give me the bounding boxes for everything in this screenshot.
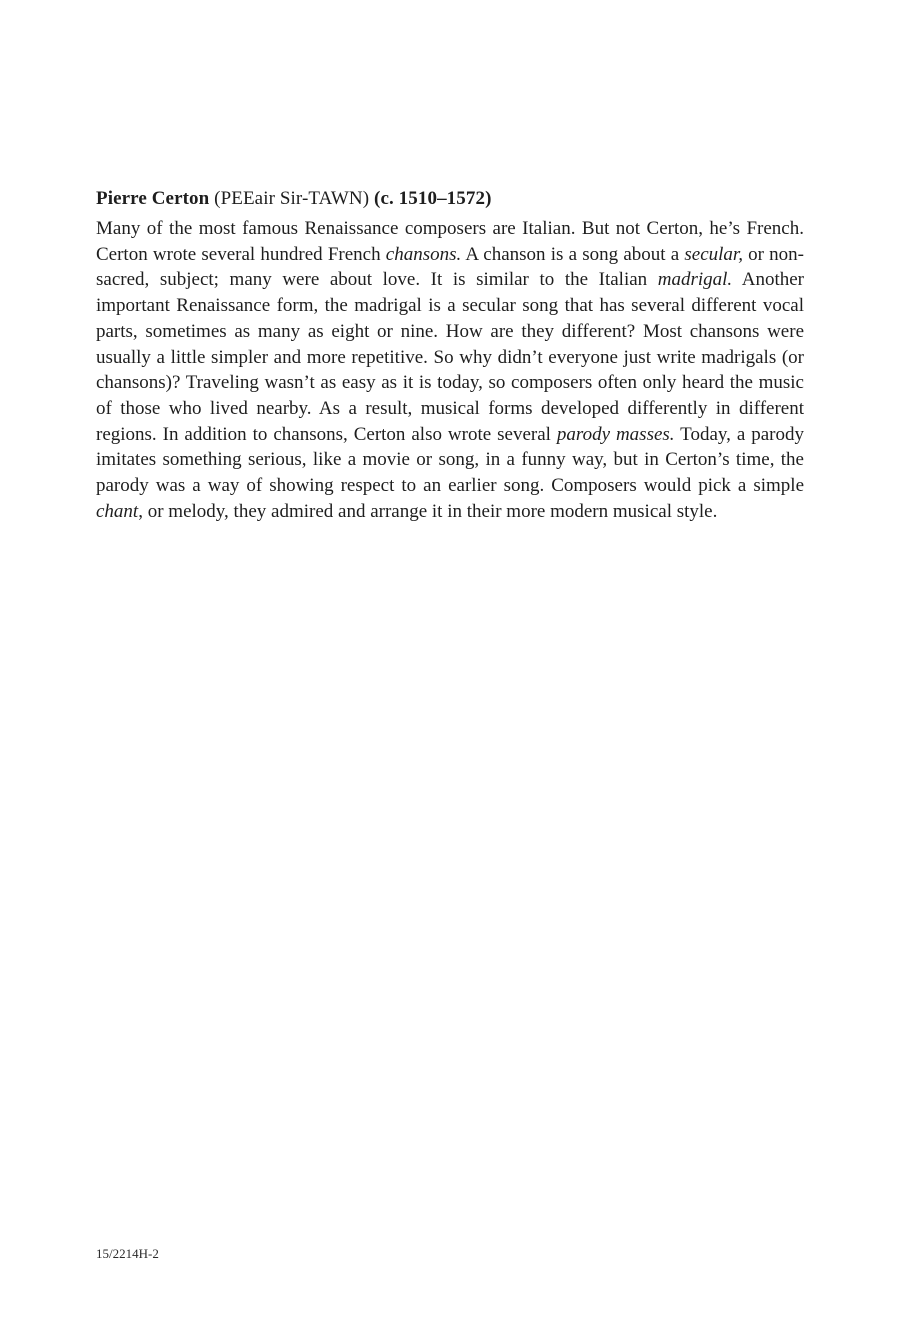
entry-body-paragraph [96, 216, 804, 524]
entry-heading [96, 186, 804, 212]
catalog-number: 15/2214H-2 [96, 1246, 159, 1261]
term-secular: secular, [684, 243, 743, 265]
body-text: Another important Renaissance form, the madrigal is a secular song that has several different vocal parts, sometimes as many as eight or nine. How are they different? Most chansons were usually a little simpler and more repetitive. So why didn’t everyone just write madrigals (or chansons)? Traveling wasn’t as easy as it is today, so composers often only heard the music of those who lived nearby. As a result, musical forms developed differently in different regions. In addition to chansons, Certon also wrote several [96, 269, 804, 445]
body-text: A chanson is a song about a [461, 243, 685, 265]
term-chant: chant [96, 500, 139, 522]
term-parody-masses: parody masses. [556, 423, 675, 445]
biography-entry [96, 186, 804, 524]
body-text: Many of the most famous Renaissance composers are Italian. But not Certon, he’s French. Certon wrote several hundred French [96, 218, 804, 265]
term-madrigal: madrigal. [657, 269, 733, 291]
composer-name: Pierre Certon [96, 188, 210, 209]
term-chansons: chansons. [385, 243, 462, 265]
life-dates: (c. 1510–1572) [374, 188, 492, 209]
body-text: Today, a parody imitates something serious, like a movie or song, in a funny way, but in Certon’s time, the parody was a way of showing respect to an earlier song. Composers would pick a simple [96, 423, 804, 497]
body-text: , or melody, they admired and arrange it in their more modern musical style. [138, 500, 718, 522]
pronunciation: (PEEair Sir-TAWN) [214, 188, 370, 209]
body-text: or non-sacred, subject; many were about love. It is similar to the Italian [96, 243, 805, 291]
